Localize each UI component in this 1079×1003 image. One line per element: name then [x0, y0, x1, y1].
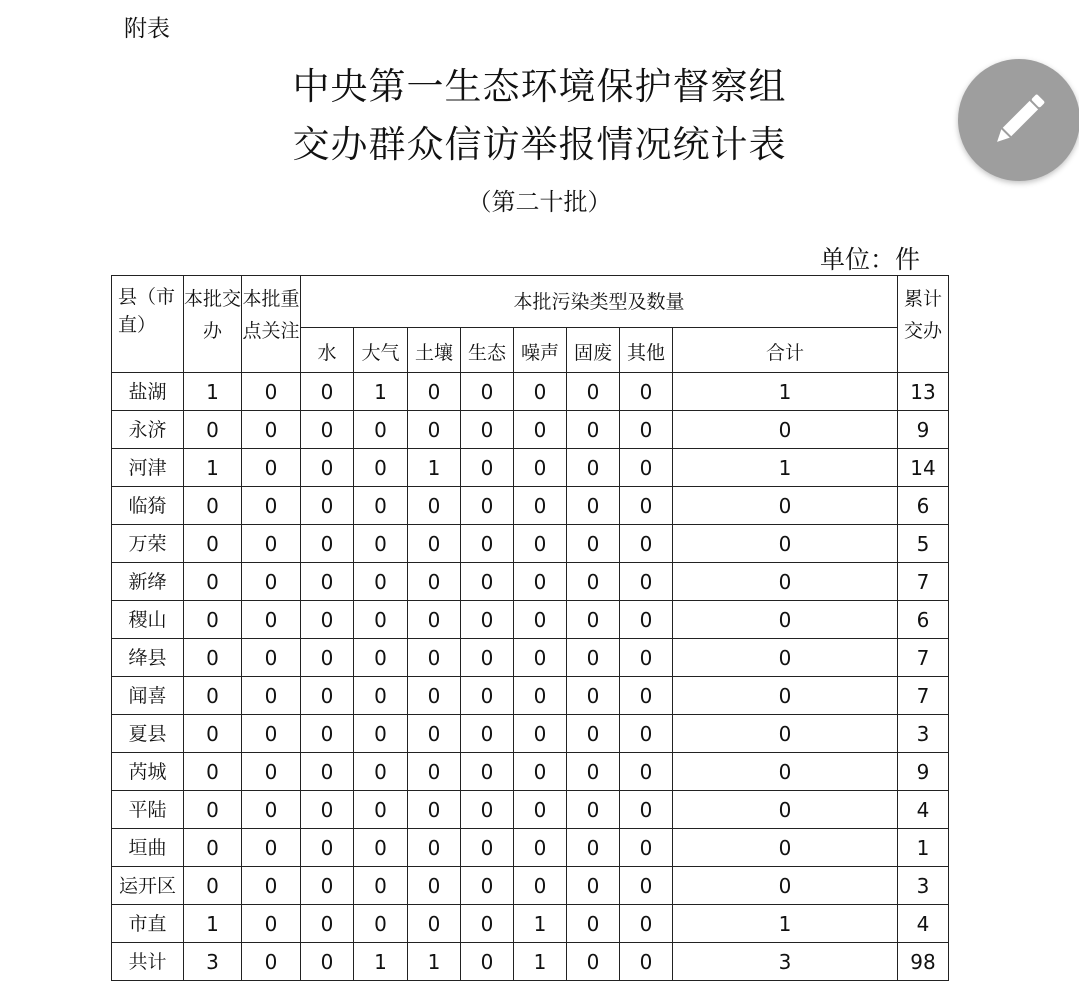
- table-cell: 0: [408, 373, 461, 411]
- table-cell: 0: [408, 867, 461, 905]
- table-cell: 0: [567, 715, 620, 753]
- table-cell: 13: [898, 373, 949, 411]
- table-cell: 0: [461, 905, 514, 943]
- row-county-name: 共计: [112, 943, 184, 981]
- table-cell: 0: [184, 715, 242, 753]
- table-cell: 0: [184, 525, 242, 563]
- table-cell: 0: [301, 867, 354, 905]
- table-cell: 0: [514, 487, 567, 525]
- table-cell: 0: [354, 829, 408, 867]
- table-cell: 0: [673, 791, 898, 829]
- table-cell: 7: [898, 563, 949, 601]
- row-county-name: 河津: [112, 449, 184, 487]
- table-cell: 6: [898, 487, 949, 525]
- table-cell: 0: [567, 449, 620, 487]
- table-cell: 0: [242, 601, 301, 639]
- table-cell: 0: [620, 373, 673, 411]
- stats-table: [111, 275, 949, 981]
- table-cell: 0: [673, 753, 898, 791]
- table-cell: 4: [898, 791, 949, 829]
- table-cell: 0: [301, 715, 354, 753]
- table-cell: 0: [620, 525, 673, 563]
- table-cell: 0: [242, 829, 301, 867]
- table-cell: 0: [184, 677, 242, 715]
- table-cell: 7: [898, 639, 949, 677]
- table-cell: 0: [301, 943, 354, 981]
- table-cell: 0: [567, 867, 620, 905]
- table-cell: 0: [620, 639, 673, 677]
- table-cell: 0: [301, 829, 354, 867]
- table-cell: 0: [620, 563, 673, 601]
- table-cell: 0: [408, 677, 461, 715]
- table-cell: 0: [184, 829, 242, 867]
- table-cell: 0: [242, 563, 301, 601]
- table-cell: 1: [354, 373, 408, 411]
- table-cell: 1: [408, 943, 461, 981]
- table-cell: 9: [898, 753, 949, 791]
- table-cell: 0: [184, 487, 242, 525]
- table-cell: 0: [301, 563, 354, 601]
- table-cell: 0: [184, 753, 242, 791]
- header-type-total: 合计: [673, 328, 898, 373]
- table-cell: 0: [461, 411, 514, 449]
- header-type: 生态: [461, 328, 514, 373]
- table-cell: 1: [673, 373, 898, 411]
- table-cell: 4: [898, 905, 949, 943]
- table-cell: 0: [242, 753, 301, 791]
- table-cell: 0: [461, 563, 514, 601]
- table-cell: 0: [567, 677, 620, 715]
- page-title: 中央第一生态环境保护督察组: [292, 65, 787, 108]
- table-cell: 0: [673, 601, 898, 639]
- table-cell: 0: [354, 601, 408, 639]
- table-cell: 0: [242, 677, 301, 715]
- header-cumulative: 累计交办: [898, 276, 949, 373]
- table-cell: 0: [620, 411, 673, 449]
- table-cell: 7: [898, 677, 949, 715]
- header-type: 噪声: [514, 328, 567, 373]
- row-county-name: 市直: [112, 905, 184, 943]
- table-cell: 0: [461, 449, 514, 487]
- table-row: [112, 487, 949, 525]
- table-cell: 0: [514, 829, 567, 867]
- table-row: [112, 449, 949, 487]
- table-cell: 0: [514, 411, 567, 449]
- header-county: 县（市直）: [112, 276, 184, 373]
- table-cell: 1: [673, 449, 898, 487]
- table-cell: 0: [620, 715, 673, 753]
- table-row: [112, 753, 949, 791]
- table-cell: 0: [242, 943, 301, 981]
- table-cell: 0: [673, 829, 898, 867]
- table-cell: 0: [242, 487, 301, 525]
- header-batch-focus: 本批重点关注: [242, 276, 301, 373]
- row-county-name: 盐湖: [112, 373, 184, 411]
- table-cell: 0: [461, 601, 514, 639]
- table-cell: 0: [301, 601, 354, 639]
- table-row: [112, 563, 949, 601]
- table-cell: 0: [461, 829, 514, 867]
- table-cell: 0: [461, 943, 514, 981]
- table-cell: 9: [898, 411, 949, 449]
- table-cell: 0: [514, 791, 567, 829]
- table-cell: 0: [354, 905, 408, 943]
- table-cell: 0: [461, 753, 514, 791]
- table-cell: 1: [184, 449, 242, 487]
- table-cell: 0: [620, 829, 673, 867]
- table-cell: 1: [184, 905, 242, 943]
- table-row: [112, 829, 949, 867]
- table-cell: 0: [301, 905, 354, 943]
- table-cell: 1: [673, 905, 898, 943]
- table-cell: 3: [184, 943, 242, 981]
- page-subtitle: 交办群众信访举报情况统计表: [292, 123, 787, 166]
- row-county-name: 新绛: [112, 563, 184, 601]
- table-cell: 1: [184, 373, 242, 411]
- header-type: 固废: [567, 328, 620, 373]
- table-cell: 0: [242, 449, 301, 487]
- table-cell: 5: [898, 525, 949, 563]
- table-cell: 0: [301, 449, 354, 487]
- table-cell: 0: [242, 791, 301, 829]
- table-cell: 0: [673, 563, 898, 601]
- row-county-name: 夏县: [112, 715, 184, 753]
- table-cell: 0: [242, 905, 301, 943]
- table-cell: 0: [673, 677, 898, 715]
- table-cell: 0: [567, 411, 620, 449]
- table-cell: 0: [354, 525, 408, 563]
- table-cell: 0: [620, 791, 673, 829]
- table-cell: 14: [898, 449, 949, 487]
- table-cell: 0: [408, 639, 461, 677]
- table-cell: 1: [514, 905, 567, 943]
- row-county-name: 运开区: [112, 867, 184, 905]
- table-cell: 0: [408, 525, 461, 563]
- table-cell: 0: [461, 639, 514, 677]
- row-county-name: 稷山: [112, 601, 184, 639]
- table-cell: 0: [620, 905, 673, 943]
- table-row: [112, 411, 949, 449]
- table-cell: 0: [184, 601, 242, 639]
- row-county-name: 绛县: [112, 639, 184, 677]
- table-cell: 0: [408, 905, 461, 943]
- table-row: [112, 867, 949, 905]
- table-cell: 0: [242, 715, 301, 753]
- table-cell: 0: [408, 715, 461, 753]
- header-type: 大气: [354, 328, 408, 373]
- row-county-name: 垣曲: [112, 829, 184, 867]
- row-county-name: 万荣: [112, 525, 184, 563]
- table-cell: 0: [408, 487, 461, 525]
- table-cell: 0: [567, 791, 620, 829]
- row-county-name: 芮城: [112, 753, 184, 791]
- table-cell: 0: [354, 563, 408, 601]
- table-cell: 0: [184, 791, 242, 829]
- table-cell: 0: [354, 791, 408, 829]
- table-cell: 0: [408, 411, 461, 449]
- table-cell: 0: [301, 791, 354, 829]
- table-cell: 0: [461, 715, 514, 753]
- table-cell: 0: [514, 715, 567, 753]
- table-cell: 0: [461, 867, 514, 905]
- table-cell: 0: [354, 867, 408, 905]
- table-cell: 0: [461, 487, 514, 525]
- table-cell: 0: [673, 715, 898, 753]
- table-cell: 0: [514, 867, 567, 905]
- table-cell: 0: [354, 677, 408, 715]
- table-cell: 0: [301, 753, 354, 791]
- pencil-icon: [984, 85, 1054, 155]
- table-cell: 0: [184, 411, 242, 449]
- table-cell: 0: [514, 449, 567, 487]
- batch-label: （第二十批）: [467, 188, 612, 216]
- table-row: [112, 601, 949, 639]
- table-cell: 3: [673, 943, 898, 981]
- table-cell: 0: [242, 867, 301, 905]
- table-cell: 0: [673, 487, 898, 525]
- table-cell: 0: [184, 563, 242, 601]
- table-cell: 0: [461, 791, 514, 829]
- table-cell: 0: [461, 525, 514, 563]
- table-cell: 0: [184, 867, 242, 905]
- table-cell: 0: [408, 601, 461, 639]
- table-cell: 0: [567, 487, 620, 525]
- table-cell: 0: [301, 487, 354, 525]
- table-cell: 0: [673, 411, 898, 449]
- table-cell: 0: [301, 677, 354, 715]
- table-cell: 0: [514, 601, 567, 639]
- table-cell: 3: [898, 867, 949, 905]
- table-cell: 0: [242, 373, 301, 411]
- table-cell: 0: [354, 487, 408, 525]
- table-cell: 0: [620, 677, 673, 715]
- table-cell: 0: [242, 525, 301, 563]
- table-row: [112, 715, 949, 753]
- table-cell: 0: [408, 791, 461, 829]
- table-cell: 0: [673, 525, 898, 563]
- row-county-name: 临猗: [112, 487, 184, 525]
- table-cell: 0: [301, 639, 354, 677]
- table-cell: 0: [408, 829, 461, 867]
- table-cell: 0: [620, 487, 673, 525]
- table-cell: 0: [301, 373, 354, 411]
- table-cell: 0: [620, 601, 673, 639]
- row-county-name: 平陆: [112, 791, 184, 829]
- table-cell: 0: [242, 411, 301, 449]
- table-cell: 0: [567, 525, 620, 563]
- row-county-name: 永济: [112, 411, 184, 449]
- table-cell: 0: [620, 943, 673, 981]
- table-cell: 0: [242, 639, 301, 677]
- table-cell: 98: [898, 943, 949, 981]
- table-cell: 0: [408, 563, 461, 601]
- header-batch-assigned: 本批交办: [184, 276, 242, 373]
- table-row: [112, 639, 949, 677]
- table-cell: 0: [567, 943, 620, 981]
- table-cell: 0: [567, 753, 620, 791]
- table-cell: 6: [898, 601, 949, 639]
- table-row: [112, 943, 949, 981]
- unit-label: 单位：件: [820, 245, 921, 274]
- table-cell: 0: [620, 753, 673, 791]
- table-cell: 0: [567, 829, 620, 867]
- table-cell: 0: [567, 563, 620, 601]
- table-row: [112, 525, 949, 563]
- table-cell: 1: [408, 449, 461, 487]
- header-type: 其他: [620, 328, 673, 373]
- table-cell: 0: [567, 639, 620, 677]
- row-county-name: 闻喜: [112, 677, 184, 715]
- table-cell: 0: [567, 601, 620, 639]
- table-cell: 0: [514, 677, 567, 715]
- table-cell: 0: [301, 411, 354, 449]
- table-cell: 0: [620, 867, 673, 905]
- table-cell: 0: [514, 753, 567, 791]
- header-type: 水: [301, 328, 354, 373]
- table-cell: 0: [354, 715, 408, 753]
- table-cell: 0: [354, 449, 408, 487]
- table-cell: 1: [354, 943, 408, 981]
- table-cell: 0: [514, 563, 567, 601]
- table-row: [112, 791, 949, 829]
- table-cell: 0: [408, 753, 461, 791]
- table-cell: 0: [301, 525, 354, 563]
- edit-button[interactable]: [958, 59, 1079, 181]
- table-cell: 1: [514, 943, 567, 981]
- table-row: [112, 677, 949, 715]
- table-cell: 0: [354, 753, 408, 791]
- table-row: [112, 373, 949, 411]
- table-cell: 0: [514, 525, 567, 563]
- table-cell: 3: [898, 715, 949, 753]
- table-cell: 0: [567, 905, 620, 943]
- table-cell: 1: [898, 829, 949, 867]
- table-cell: 0: [673, 867, 898, 905]
- table-cell: 0: [461, 677, 514, 715]
- header-pollution-group: 本批污染类型及数量: [301, 276, 898, 328]
- annex-label: 附表: [124, 16, 170, 42]
- table-cell: 0: [184, 639, 242, 677]
- table-cell: 0: [354, 639, 408, 677]
- table-cell: 0: [567, 373, 620, 411]
- table-cell: 0: [514, 373, 567, 411]
- table-cell: 0: [461, 373, 514, 411]
- table-cell: 0: [354, 411, 408, 449]
- table-cell: 0: [673, 639, 898, 677]
- table-row: [112, 905, 949, 943]
- header-type: 土壤: [408, 328, 461, 373]
- table-cell: 0: [514, 639, 567, 677]
- table-cell: 0: [620, 449, 673, 487]
